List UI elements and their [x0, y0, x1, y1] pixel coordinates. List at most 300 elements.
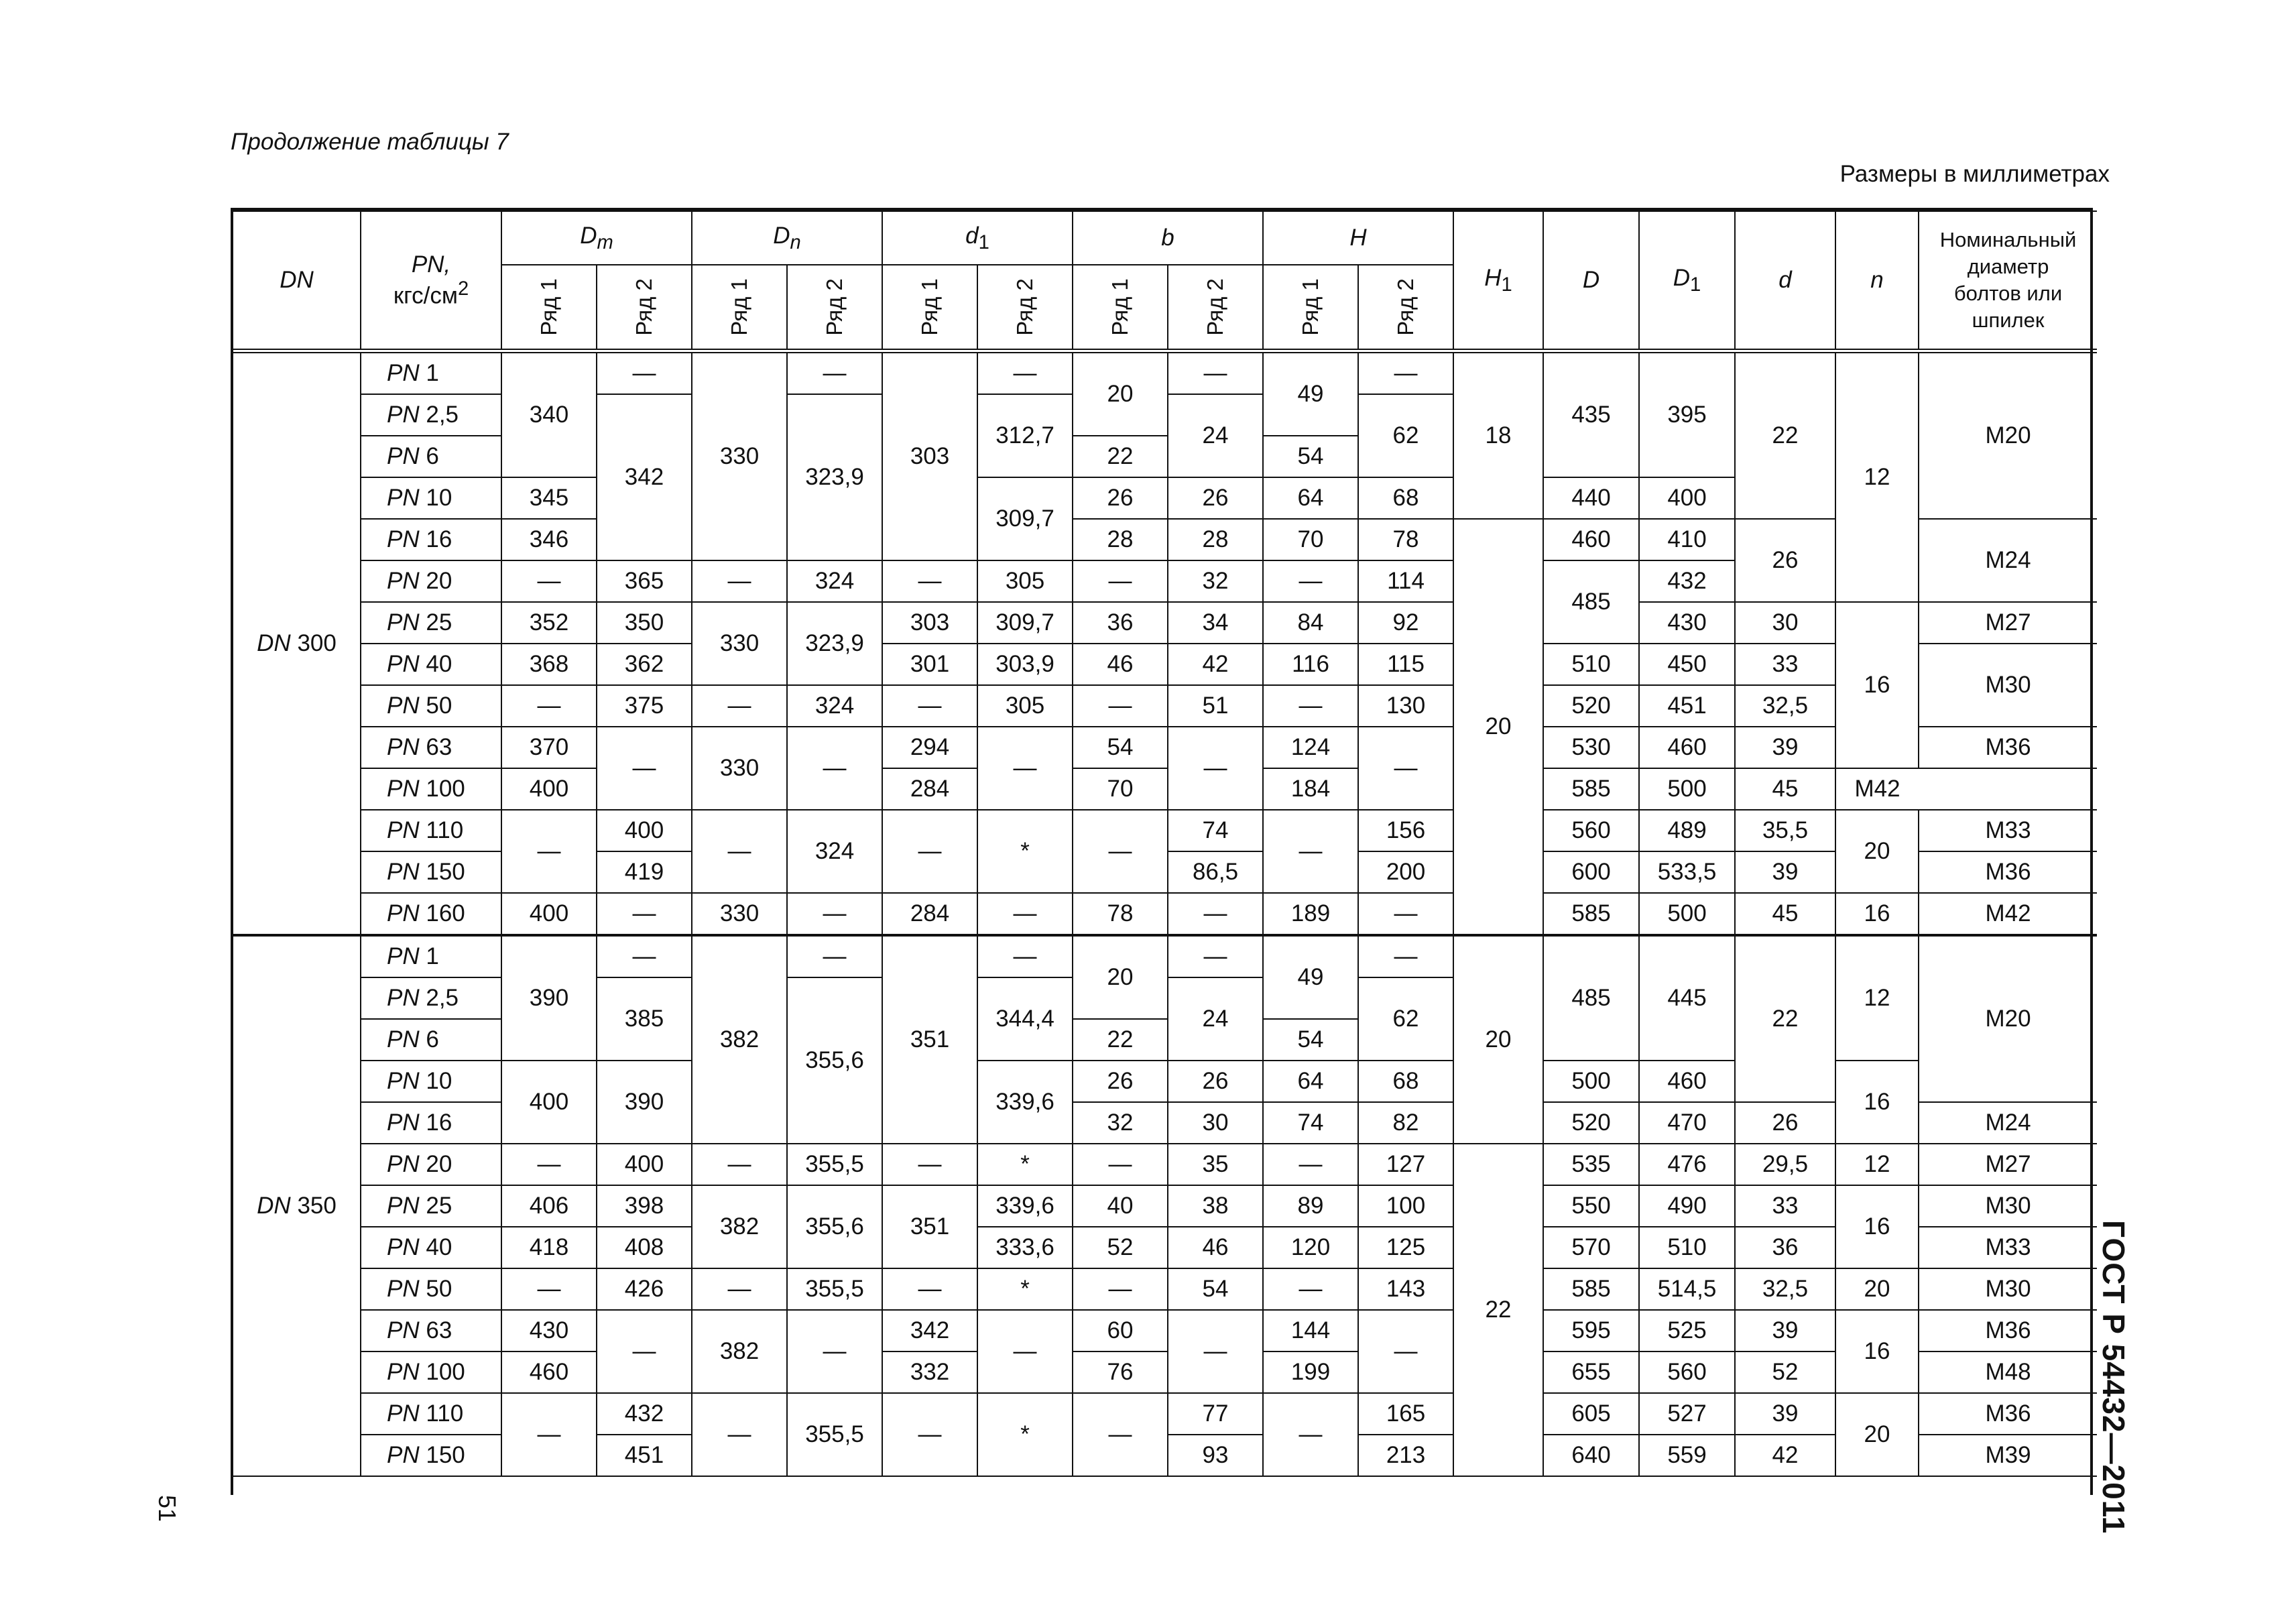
table-cell: 35,5: [1735, 810, 1835, 851]
table-cell: PN 20: [361, 560, 501, 602]
table-cell: M27: [1919, 602, 2097, 644]
table-cell: PN 25: [361, 1185, 501, 1227]
table-cell: 535: [1543, 1144, 1639, 1185]
table-cell: 16: [1835, 1310, 1919, 1393]
table-cell: —: [597, 1310, 692, 1393]
table-cell: —: [501, 1144, 597, 1185]
table-cell: 530: [1543, 727, 1639, 768]
table-cell: 70: [1073, 768, 1168, 810]
table-cell: 39: [1735, 727, 1835, 768]
table-cell: 24: [1168, 394, 1263, 477]
table-cell: PN 110: [361, 1393, 501, 1435]
table-cell: 36: [1073, 602, 1168, 644]
table-cell: 22: [1735, 351, 1835, 520]
table-cell: —: [1358, 893, 1453, 935]
table-cell: 305: [977, 560, 1073, 602]
table-cell: 213: [1358, 1435, 1453, 1476]
header-dm-row2: Ряд 2: [597, 265, 692, 351]
table-cell: 28: [1168, 519, 1263, 560]
table-cell: 500: [1639, 893, 1735, 935]
table-cell: 20: [1835, 810, 1919, 893]
table-cell: —: [501, 685, 597, 727]
table-cell: 189: [1263, 893, 1358, 935]
table-cell: 460: [1639, 1061, 1735, 1102]
table-cell: 570: [1543, 1227, 1639, 1268]
table-row: [233, 1144, 2097, 1185]
table-cell: PN 100: [361, 768, 501, 810]
table-cell: 408: [597, 1227, 692, 1268]
table-cell: PN 25: [361, 602, 501, 644]
table-cell: 476: [1639, 1144, 1735, 1185]
table-cell: 34: [1168, 602, 1263, 644]
header-b-row2: Ряд 2: [1168, 265, 1263, 351]
table-cell: —: [787, 1310, 882, 1393]
header-d1: $d_1$: [882, 211, 1073, 265]
table-cell: 330: [692, 727, 787, 810]
table-cell: 54: [1263, 436, 1358, 477]
table-cell: 400: [1639, 477, 1735, 519]
table-cell: 351: [882, 1185, 977, 1268]
table-cell: 284: [882, 893, 977, 935]
table-cell: 510: [1639, 1227, 1735, 1268]
table-cell: 305: [977, 685, 1073, 727]
table-cell: —: [882, 685, 977, 727]
table-cell: 550: [1543, 1185, 1639, 1227]
table-cell: 20: [1073, 935, 1168, 1019]
table-cell: 490: [1639, 1185, 1735, 1227]
table-cell: 330: [692, 893, 787, 935]
table-cell: —: [1073, 1393, 1168, 1476]
table-cell: 520: [1543, 685, 1639, 727]
table-cell: 130: [1358, 685, 1453, 727]
table-cell: 16: [1835, 602, 1919, 768]
table-cell: —: [787, 935, 882, 977]
table-cell: 460: [1543, 519, 1639, 560]
table-cell: M36: [1919, 1393, 2097, 1435]
table-cell: 22: [1735, 935, 1835, 1102]
table-cell: 500: [1543, 1061, 1639, 1102]
table-cell: —: [787, 351, 882, 395]
table-cell: 301: [882, 644, 977, 685]
table-cell: M20: [1919, 935, 2097, 1102]
table-cell: 390: [597, 1061, 692, 1144]
table-cell: —: [1263, 560, 1358, 602]
table-cell: M42: [1835, 768, 1919, 810]
table-cell: M27: [1919, 1144, 2097, 1185]
table-row: [233, 1351, 2097, 1393]
page-number: 51: [154, 1495, 181, 1522]
table-cell: 77: [1168, 1393, 1263, 1435]
header-d1-row1: Ряд 1: [882, 265, 977, 351]
table-row: [233, 351, 2097, 395]
header-dn-row2: Ряд 2: [787, 265, 882, 351]
table-cell: 375: [597, 685, 692, 727]
table-cell: 451: [1639, 685, 1735, 727]
table-cell: 345: [501, 477, 597, 519]
table-cell: —: [977, 727, 1073, 810]
table-cell: —: [1263, 1393, 1358, 1476]
table-cell: 333,6: [977, 1227, 1073, 1268]
table-cell: —: [1073, 560, 1168, 602]
table-cell: —: [1168, 1310, 1263, 1393]
table-cell: 100: [1358, 1185, 1453, 1227]
table-cell: 32,5: [1735, 1268, 1835, 1310]
units-note: Размеры в миллиметрах: [1839, 161, 2110, 187]
table-cell: M30: [1919, 1185, 2097, 1227]
table-cell: 585: [1543, 893, 1639, 935]
table-cell: 60: [1073, 1310, 1168, 1351]
table-cell: 62: [1358, 394, 1453, 477]
table-cell: —: [597, 351, 692, 395]
table-cell: 400: [501, 893, 597, 935]
table-cell: 323,9: [787, 602, 882, 685]
table-cell: 520: [1543, 1102, 1639, 1144]
header-h-row1: Ряд 1: [1263, 265, 1358, 351]
table-cell: 309,7: [977, 477, 1073, 560]
table-cell: 70: [1263, 519, 1358, 560]
table-row: [233, 768, 2097, 810]
table-cell: PN 40: [361, 1227, 501, 1268]
table-cell: —: [977, 351, 1073, 395]
table-cell: 559: [1639, 1435, 1735, 1476]
table-cell: M42: [1919, 893, 2097, 935]
table-cell: 20: [1453, 519, 1543, 935]
table-cell: 355,5: [787, 1144, 882, 1185]
table-cell: —: [597, 893, 692, 935]
table-cell: 330: [692, 351, 787, 561]
table-cell: 303: [882, 602, 977, 644]
table-cell: 12: [1835, 351, 1919, 603]
table-cell: 64: [1263, 477, 1358, 519]
table-cell: 54: [1263, 1019, 1358, 1061]
table-cell: PN 150: [361, 851, 501, 893]
table-cell: *: [977, 1144, 1073, 1185]
table-cell: 22: [1453, 1144, 1543, 1476]
table-cell: 16: [1835, 893, 1919, 935]
table-cell: M30: [1919, 644, 2097, 727]
table-cell: 29,5: [1735, 1144, 1835, 1185]
header-dm: $D_m$: [501, 211, 692, 265]
table-cell: 84: [1263, 602, 1358, 644]
table-cell: —: [882, 810, 977, 893]
table-cell: 418: [501, 1227, 597, 1268]
table-row: [233, 1185, 2097, 1227]
table-cell: —: [1168, 893, 1263, 935]
table-cell: 640: [1543, 1435, 1639, 1476]
table-cell: PN 50: [361, 1268, 501, 1310]
table-cell: 16: [1835, 1185, 1919, 1268]
table-cell: 68: [1358, 477, 1453, 519]
table-cell: M36: [1919, 727, 2097, 768]
table-cell: —: [501, 810, 597, 893]
table-cell: 489: [1639, 810, 1735, 851]
table-cell: 89: [1263, 1185, 1358, 1227]
table-cell: 432: [1639, 560, 1735, 602]
table-cell: 40: [1073, 1185, 1168, 1227]
table-cell: —: [692, 1393, 787, 1476]
document-number: ГОСТ Р 54432—2011: [2096, 1220, 2131, 1535]
table-cell: 309,7: [977, 602, 1073, 644]
table-cell: —: [882, 1144, 977, 1185]
table-cell: PN 63: [361, 727, 501, 768]
table-cell: 42: [1168, 644, 1263, 685]
table-row: [233, 602, 2097, 644]
table-cell: 352: [501, 602, 597, 644]
table-row: [233, 685, 2097, 727]
table-cell: 120: [1263, 1227, 1358, 1268]
table-cell: —: [597, 727, 692, 810]
table-cell: PN 40: [361, 644, 501, 685]
table-cell: 339,6: [977, 1185, 1073, 1227]
table-cell: 419: [597, 851, 692, 893]
table-cell: 54: [1168, 1268, 1263, 1310]
table-cell: 445: [1639, 935, 1735, 1061]
table-cell: PN 2,5: [361, 977, 501, 1019]
table-cell: 430: [501, 1310, 597, 1351]
table-cell: 12: [1835, 935, 1919, 1061]
table-cell: —: [501, 560, 597, 602]
table-cell: 595: [1543, 1310, 1639, 1351]
table-cell: —: [977, 935, 1073, 977]
header-h1: $H_1$: [1453, 211, 1543, 351]
table-cell: —: [692, 810, 787, 893]
table-cell: 64: [1263, 1061, 1358, 1102]
table-cell: 435: [1543, 351, 1639, 478]
table-cell: 26: [1735, 519, 1835, 602]
table-cell: 39: [1735, 851, 1835, 893]
table-cell: 324: [787, 810, 882, 893]
table-cell: 199: [1263, 1351, 1358, 1393]
table-cell: M24: [1919, 1102, 2097, 1144]
table-cell: —: [1263, 685, 1358, 727]
header-n: n: [1835, 211, 1919, 351]
table-cell: 655: [1543, 1351, 1639, 1393]
table-cell: 22: [1073, 1019, 1168, 1061]
table-cell: PN 6: [361, 436, 501, 477]
table-caption: Продолжение таблицы 7: [231, 129, 509, 155]
table-cell: —: [1358, 727, 1453, 810]
table-cell: 16: [1835, 1061, 1919, 1144]
table-cell: 46: [1073, 644, 1168, 685]
table-cell: 332: [882, 1351, 977, 1393]
table-cell: M24: [1919, 519, 2097, 602]
table-cell: 312,7: [977, 394, 1073, 477]
table-cell: —: [1073, 685, 1168, 727]
table-row: [233, 1310, 2097, 1351]
header-d: d: [1735, 211, 1835, 351]
table-cell: —: [692, 560, 787, 602]
table-cell: 382: [692, 1310, 787, 1393]
table-cell: 74: [1168, 810, 1263, 851]
table-cell: M48: [1919, 1351, 2097, 1393]
table-cell: PN 20: [361, 1144, 501, 1185]
table-cell: 323,9: [787, 394, 882, 560]
table-cell: M33: [1919, 1227, 2097, 1268]
table-cell: 32: [1073, 1102, 1168, 1144]
table-cell: 527: [1639, 1393, 1735, 1435]
table-cell: PN 1: [361, 935, 501, 977]
table-cell: —: [1073, 810, 1168, 893]
table-cell: 51: [1168, 685, 1263, 727]
table-cell: PN 6: [361, 1019, 501, 1061]
dn-group-label: DN 300: [233, 351, 361, 936]
table-cell: 33: [1735, 1185, 1835, 1227]
table-cell: 382: [692, 1185, 787, 1268]
table-cell: 82: [1358, 1102, 1453, 1144]
table-cell: 485: [1543, 560, 1639, 644]
table-cell: 26: [1073, 477, 1168, 519]
table-cell: 52: [1073, 1227, 1168, 1268]
table-cell: 30: [1735, 602, 1835, 644]
table-cell: 35: [1168, 1144, 1263, 1185]
table-cell: 20: [1835, 1393, 1919, 1476]
table-cell: —: [882, 560, 977, 602]
table-cell: 114: [1358, 560, 1453, 602]
table-row: [233, 935, 2097, 977]
table-row: [233, 727, 2097, 768]
table-cell: 430: [1639, 602, 1735, 644]
table-cell: 42: [1735, 1435, 1835, 1476]
table-cell: 200: [1358, 851, 1453, 893]
table-cell: 68: [1358, 1061, 1453, 1102]
table-cell: M36: [1919, 1310, 2097, 1351]
table-cell: PN 2,5: [361, 394, 501, 436]
table-cell: 350: [597, 602, 692, 644]
table-cell: —: [597, 935, 692, 977]
table-cell: 76: [1073, 1351, 1168, 1393]
table-cell: PN 160: [361, 893, 501, 935]
table-cell: 355,6: [787, 977, 882, 1144]
table-cell: 362: [597, 644, 692, 685]
table-cell: 385: [597, 977, 692, 1061]
table-cell: —: [692, 685, 787, 727]
table-cell: 560: [1639, 1351, 1735, 1393]
table-cell: —: [882, 1268, 977, 1310]
table-cell: 344,4: [977, 977, 1073, 1061]
table-cell: 395: [1639, 351, 1735, 478]
table-cell: 26: [1168, 1061, 1263, 1102]
table-cell: 600: [1543, 851, 1639, 893]
table-cell: 355,5: [787, 1268, 882, 1310]
table-cell: 398: [597, 1185, 692, 1227]
table-cell: 400: [501, 768, 597, 810]
table-cell: 426: [597, 1268, 692, 1310]
table-cell: 39: [1735, 1310, 1835, 1351]
header-dn: DN: [233, 211, 361, 351]
table-cell: 585: [1543, 768, 1639, 810]
table-cell: 525: [1639, 1310, 1735, 1351]
table-row: [233, 893, 2097, 935]
table-cell: 127: [1358, 1144, 1453, 1185]
table-cell: 115: [1358, 644, 1453, 685]
table-cell: 585: [1543, 1268, 1639, 1310]
table-cell: 533,5: [1639, 851, 1735, 893]
table-cell: 432: [597, 1393, 692, 1435]
table-cell: *: [977, 810, 1073, 893]
table-cell: 18: [1453, 351, 1543, 520]
table-cell: 32,5: [1735, 685, 1835, 727]
header-h-row2: Ряд 2: [1358, 265, 1453, 351]
table-cell: —: [1358, 351, 1453, 395]
table-cell: 460: [501, 1351, 597, 1393]
table-cell: PN 10: [361, 477, 501, 519]
table-cell: 294: [882, 727, 977, 768]
table-cell: M39: [1919, 1435, 2097, 1476]
table-cell: 78: [1358, 519, 1453, 560]
table-cell: 303,9: [977, 644, 1073, 685]
table-cell: 45: [1735, 893, 1835, 935]
table-cell: 346: [501, 519, 597, 560]
table-cell: PN 16: [361, 1102, 501, 1144]
table-cell: 54: [1073, 727, 1168, 768]
table-cell: 450: [1639, 644, 1735, 685]
table-cell: 406: [501, 1185, 597, 1227]
table-cell: M33: [1919, 810, 2097, 851]
table-cell: 12: [1835, 1144, 1919, 1185]
table-cell: M20: [1919, 351, 2097, 520]
table-cell: —: [1263, 1268, 1358, 1310]
header-h: H: [1263, 211, 1453, 265]
table-cell: —: [1168, 351, 1263, 395]
table-cell: 62: [1358, 977, 1453, 1061]
table-cell: 36: [1735, 1227, 1835, 1268]
table-cell: 125: [1358, 1227, 1453, 1268]
table-cell: PN 150: [361, 1435, 501, 1476]
table-cell: 355,6: [787, 1185, 882, 1268]
table-cell: —: [1263, 1144, 1358, 1185]
table-cell: 470: [1639, 1102, 1735, 1144]
table-cell: PN 100: [361, 1351, 501, 1393]
table-cell: 560: [1543, 810, 1639, 851]
table-cell: PN 10: [361, 1061, 501, 1102]
table-cell: 351: [882, 935, 977, 1144]
table-cell: 400: [597, 810, 692, 851]
table-cell: 400: [597, 1144, 692, 1185]
table-cell: *: [977, 1268, 1073, 1310]
table-cell: 500: [1639, 768, 1735, 810]
table-cell: —: [787, 893, 882, 935]
table-cell: 46: [1168, 1227, 1263, 1268]
header-b: b: [1073, 211, 1263, 265]
table-cell: 86,5: [1168, 851, 1263, 893]
table-cell: —: [1358, 1310, 1453, 1393]
table-cell: 26: [1168, 477, 1263, 519]
table-cell: 20: [1835, 1268, 1919, 1310]
header-dm-row1: Ряд 1: [501, 265, 597, 351]
table-cell: 78: [1073, 893, 1168, 935]
table-row: [233, 644, 2097, 685]
table-cell: 514,5: [1639, 1268, 1735, 1310]
table-cell: 324: [787, 685, 882, 727]
table-cell: 165: [1358, 1393, 1453, 1435]
table-cell: 342: [597, 394, 692, 560]
table-cell: —: [977, 1310, 1073, 1393]
table-cell: 33: [1735, 644, 1835, 685]
table-cell: 30: [1168, 1102, 1263, 1144]
header-d1-row2: Ряд 2: [977, 265, 1073, 351]
table-cell: —: [1263, 810, 1358, 893]
table-cell: —: [1358, 935, 1453, 977]
header-bolt-diameter: Номинальный диаметр болтов или шпилек: [1919, 211, 2097, 351]
header-dn-col: $D_n$: [692, 211, 882, 265]
table-cell: 74: [1263, 1102, 1358, 1144]
table-cell: 124: [1263, 727, 1358, 768]
header-dn-row1: Ряд 1: [692, 265, 787, 351]
header-D: D: [1543, 211, 1639, 351]
table-row: [233, 1393, 2097, 1435]
table-cell: 605: [1543, 1393, 1639, 1435]
table-cell: 365: [597, 560, 692, 602]
